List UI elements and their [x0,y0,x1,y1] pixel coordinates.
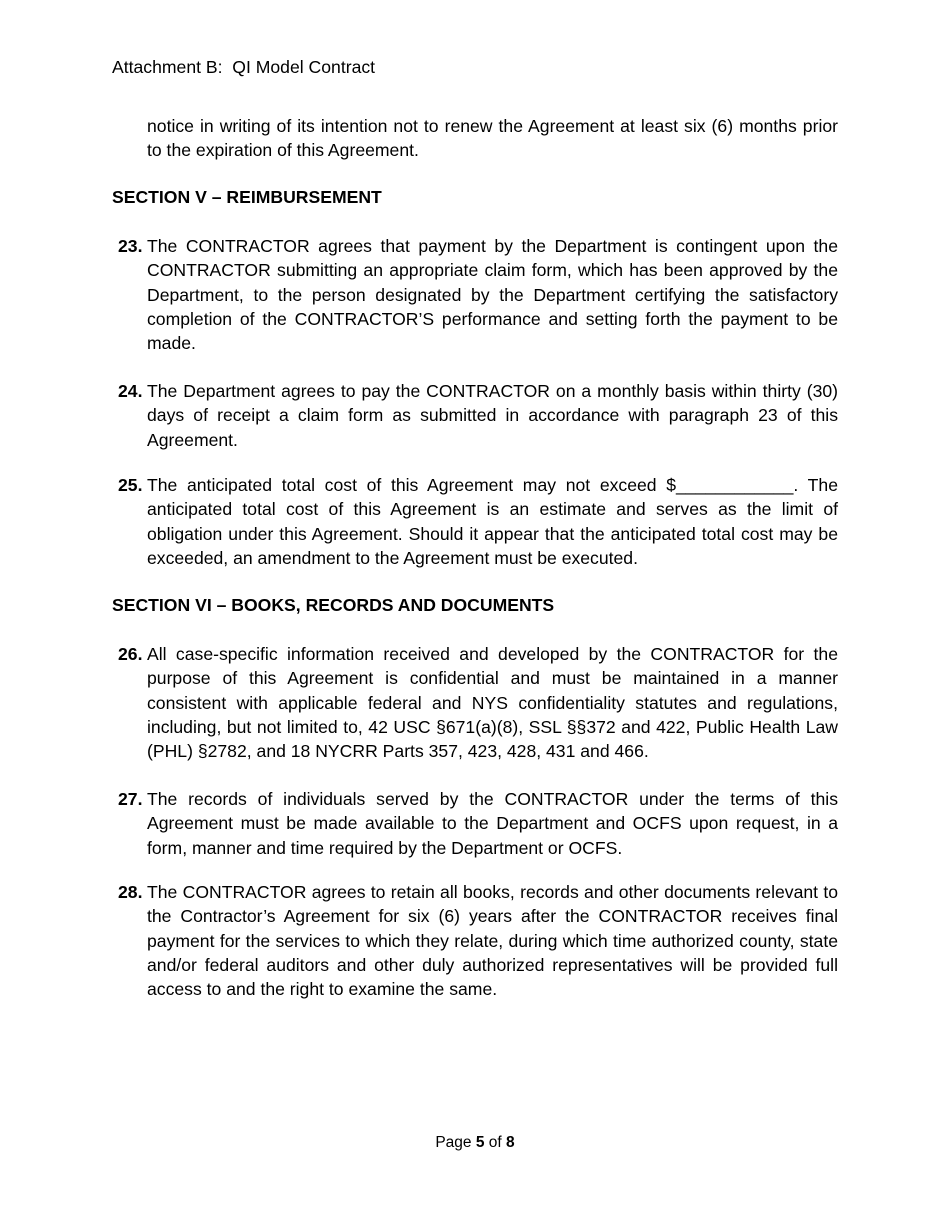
page-label: Page [435,1134,472,1151]
clause-28 [118,880,838,1001]
clause-number: 23. [118,236,143,256]
clause-25 [118,473,838,570]
clause-23 [118,234,838,355]
clause-number: 25. [118,475,143,495]
clause-24 [118,379,838,452]
clause-text: The records of individuals served by the CONTRACTOR under the terms of this Agreement must be made available to the Department and OCFS upon request, in a form, manner and time required by the Department or OCFS. [147,789,838,858]
section-vi-heading: SECTION VI – BOOKS, RECORDS AND DOCUMENTS [112,595,555,615]
total-pages-number: 8 [506,1134,515,1151]
clause-number: 27. [118,789,143,809]
clause-number: 28. [118,882,143,902]
document-header: Attachment B: QI Model Contract [112,57,376,77]
clause-text: The Department agrees to pay the CONTRACTOR on a monthly basis within thirty (30) days of receipt a claim form as submitted in accordance with paragraph 23 of this Agreement. [147,381,838,450]
clause-27 [118,787,838,860]
clause-26 [118,642,838,763]
page-number-footer [0,1133,950,1153]
of-label: of [488,1134,502,1151]
intro-paragraph: notice in writing of its intention not to renew the Agreement at least six (6) months prior to the expiration of this Agreement. [147,116,838,161]
clause-text: All case-specific information received and developed by the CONTRACTOR for the purpose of this Agreement is confidential and must be maintained in a manner consistent with applicable federal and NYS confidentiality statutes and regulations, including, but not limited to, 42 USC §671(a)(8), SSL §§372 and 422, Public Health Law (PHL) §2782, and 18 NYCRR Parts 357, 423, 428, 431 and 466. [147,644,838,762]
clause-number: 24. [118,381,143,401]
clause-text: The anticipated total cost of this Agreement may not exceed $____________. The anticipated total cost of this Agreement is an estimate and serves as the limit of obligation under this Agreement. Should it appear that the anticipated total cost may be exceeded, an amendment to the Agreement must be executed. [147,475,838,568]
clause-text: The CONTRACTOR agrees to retain all books, records and other documents relevant to the Contractor’s Agreement for six (6) years after the CONTRACTOR receives final payment for the services to which they relate, during which time authorized county, state and/or federal auditors and other duly authorized representatives will be provided full access to and the right to examine the same. [147,882,838,1000]
current-page-number: 5 [475,1134,485,1151]
clause-text: The CONTRACTOR agrees that payment by the Department is contingent upon the CONTRACTOR submitting an appropriate claim form, which has been approved by the Department, to the person designated by the Department certifying the satisfactory completion of the CONTRACTOR’S performance and setting forth the payment to be made. [147,236,838,354]
clause-number: 26. [118,644,143,664]
section-v-heading: SECTION V – REIMBURSEMENT [112,187,382,207]
